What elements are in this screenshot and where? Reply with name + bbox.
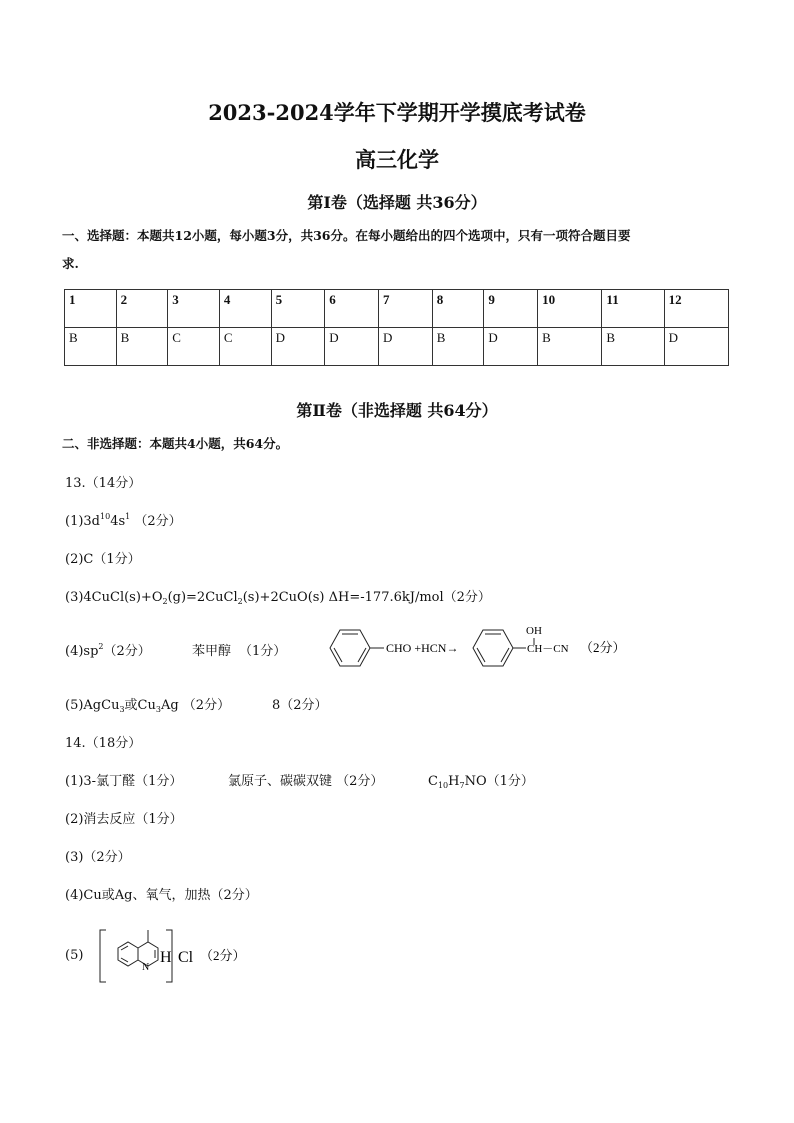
q14-answer-1-name: (1)3-氯丁醛（1分） <box>65 774 183 789</box>
q14-5-score: （2分） <box>200 948 246 963</box>
q14-answer-1-groups: 氯原子、碳碳双键 （2分） <box>228 774 384 789</box>
cl-label: Cl <box>178 949 194 966</box>
answer-cell: C <box>219 328 271 366</box>
subject-title: 高三化学 <box>355 147 439 172</box>
q13-answer-3: $(3)4CuCl(s)+O_2(g)=2CuCl_2(s)+2CuO(s)$ ΔH=-177.6kJ/mol（2分） <box>65 590 491 606</box>
q14-label: 14.（18分） <box>65 736 142 751</box>
answer-cell: B <box>65 328 117 366</box>
answer-cell: B <box>116 328 168 366</box>
q13-answer-2: (2)C（1分） <box>65 552 141 567</box>
answer-cell: D <box>271 328 325 366</box>
question-number: 2 <box>116 290 168 328</box>
question-number: 10 <box>538 290 602 328</box>
question-number: 4 <box>219 290 271 328</box>
answer-cell: D <box>325 328 379 366</box>
part2-instruction: 二、非选择题：本题共4小题，共64分。 <box>62 436 289 451</box>
quinoline-ring-icon <box>118 942 138 966</box>
question-number: 6 <box>325 290 379 328</box>
answer-table <box>64 289 729 366</box>
q14-answer-2: (2)消去反应（1分） <box>65 812 183 827</box>
benzene-ring-right-icon <box>473 630 513 666</box>
nitrogen-label: N <box>142 962 150 973</box>
q14-answer-5-label: (5) <box>65 948 84 963</box>
eq-score: （2分） <box>580 640 626 655</box>
answer-cell: D <box>379 328 433 366</box>
q13-answer-4-name: 苯甲醇 （1分） <box>192 644 287 659</box>
benzene-ring-left-icon <box>330 630 370 666</box>
part2-heading: 第Ⅱ卷（非选择题 共64分） <box>296 401 498 420</box>
benzaldehyde-cyanohydrin-equation <box>320 618 640 674</box>
question-number: 1 <box>65 290 117 328</box>
q13-answer-1: $(1)3d^{10}4s^1$ （2分） <box>65 512 182 529</box>
answer-table-answer-row <box>65 328 729 366</box>
part1-instruction-line2: 求. <box>62 256 79 271</box>
question-number: 12 <box>664 290 728 328</box>
q13-answer-5: (5)AgCu$_3$或$Cu_3Ag$ （2分） <box>65 698 231 714</box>
part1-instruction-line1: 一、选择题：本题共12小题，每小题3分，共36分。在每小题给出的四个选项中，只有一项符合题目要 <box>62 228 631 243</box>
h-label: H <box>160 949 172 966</box>
part1-heading: 第Ⅰ卷（选择题 共36分） <box>307 193 487 212</box>
answer-cell: B <box>602 328 664 366</box>
eq-oh: OH <box>526 625 542 637</box>
answer-table-number-row <box>65 290 729 328</box>
q14-answer-3: (3)（2分） <box>65 850 131 865</box>
question-number: 11 <box>602 290 664 328</box>
left-bracket-icon <box>100 930 106 982</box>
question-number: 8 <box>432 290 484 328</box>
question-number: 5 <box>271 290 325 328</box>
question-number: 9 <box>484 290 538 328</box>
quinolinium-chloride-structure <box>98 924 258 986</box>
eq-left-text: CHO +HCN→ <box>386 641 459 655</box>
answer-cell: B <box>538 328 602 366</box>
q13-answer-4: $(4)sp^2(2$分） <box>65 642 151 659</box>
answer-cell: B <box>432 328 484 366</box>
question-number: 7 <box>379 290 433 328</box>
answer-cell: D <box>484 328 538 366</box>
question-number: 3 <box>168 290 220 328</box>
q13-label: 13.（14分） <box>65 476 142 491</box>
exam-title: 2023-2024学年下学期开学摸底考试卷 <box>208 100 586 125</box>
eq-right-text: CH－CN <box>527 643 569 655</box>
answer-cell: D <box>664 328 728 366</box>
q13-answer-5-count: 8（2分） <box>272 698 328 713</box>
q14-answer-4: (4)Cu或Ag、氧气，加热（2分） <box>65 888 258 903</box>
q14-answer-1-formula: $C_{10}H_7NO(1$分） <box>428 774 534 790</box>
answer-cell: C <box>168 328 220 366</box>
